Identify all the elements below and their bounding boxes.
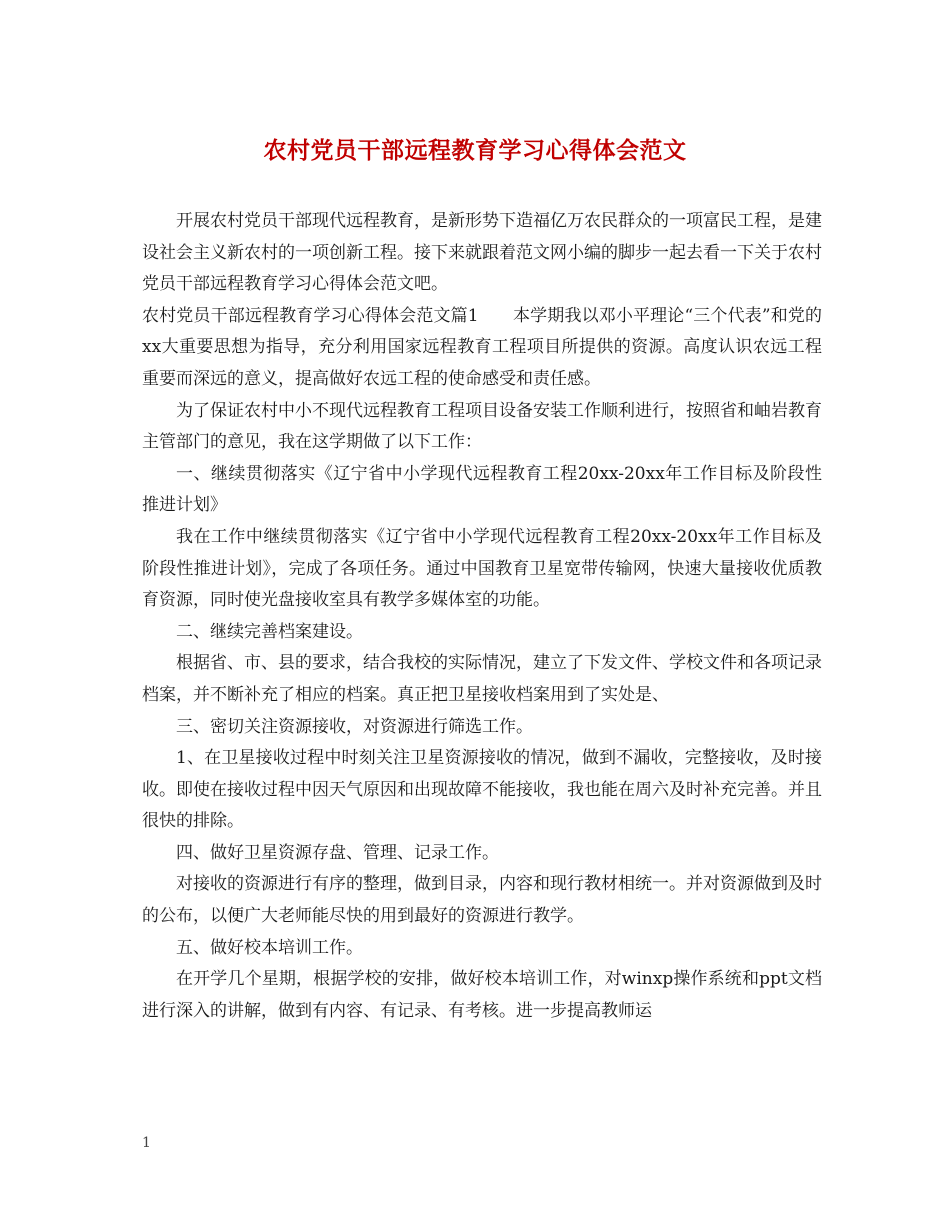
paragraph: 1、在卫星接收过程中时刻关注卫星资源接收的情况，做到不漏收，完整接收，及时接收。即使在接收过程中因天气原因和出现故障不能接收，我也能在周六及时补充完善。并且很快的排除。	[142, 748, 822, 832]
section-heading: 一、继续贯彻落实《辽宁省中小学现代远程教育工程20xx-20xx年工作目标及阶段性推进计划》	[142, 463, 822, 516]
paragraph: 我在工作中继续贯彻落实《辽宁省中小学现代远程教育工程20xx-20xx年工作目标及阶段性推进计划》，完成了各项任务。通过中国教育卫星宽带传输网，快速大量接收优质教育资源，同时使光盘接收室具有教学多媒体室的功能。	[142, 526, 822, 611]
section-heading: 二、继续完善档案建设。	[176, 621, 363, 642]
paragraph: 为了保证农村中小不现代远程教育工程项目设备安装工作顺利进行，按照省和岫岩教育主管部门的意见，我在这学期做了以下工作：	[142, 400, 822, 453]
paragraph-article-1: 农村党员干部远程教育学习心得体会范文篇1 本学期我以邓小平理论“三个代表”和党的xx大重要思想为指导，充分利用国家远程教育工程项目所提供的资源。高度认识农远工程重要而深远的意义，提高做好农远工程的使命感受和责任感。	[142, 305, 822, 389]
section-heading: 三、密切关注资源接收，对资源进行筛选工作。	[176, 716, 533, 737]
document-body	[142, 206, 822, 1027]
section-heading: 五、做好校本培训工作。	[176, 937, 363, 958]
paragraph-intro: 开展农村党员干部现代远程教育，是新形势下造福亿万农民群众的一项富民工程，是建设社会主义新农村的一项创新工程。接下来就跟着范文网小编的脚步一起去看一下关于农村党员干部远程教育学习心得体会范文吧。	[142, 211, 822, 295]
paragraph: 对接收的资源进行有序的整理，做到目录，内容和现行教材相统一。并对资源做到及时的公布，以便广大老师能尽快的用到最好的资源进行教学。	[142, 874, 822, 927]
document-title: 农村党员干部远程教育学习心得体会范文	[263, 137, 687, 164]
section-heading: 四、做好卫星资源存盘、管理、记录工作。	[176, 842, 499, 863]
paragraph: 根据省、市、县的要求，结合我校的实际情况，建立了下发文件、学校文件和各项记录档案，并不断补充了相应的档案。真正把卫星接收档案用到了实处是、	[142, 653, 822, 705]
page-number: 1	[142, 1135, 151, 1151]
paragraph: 在开学几个星期，根据学校的安排，做好校本培训工作，对winxp操作系统和ppt文档进行深入的讲解，做到有内容、有记录、有考核。进一步提高教师运	[142, 969, 822, 1021]
